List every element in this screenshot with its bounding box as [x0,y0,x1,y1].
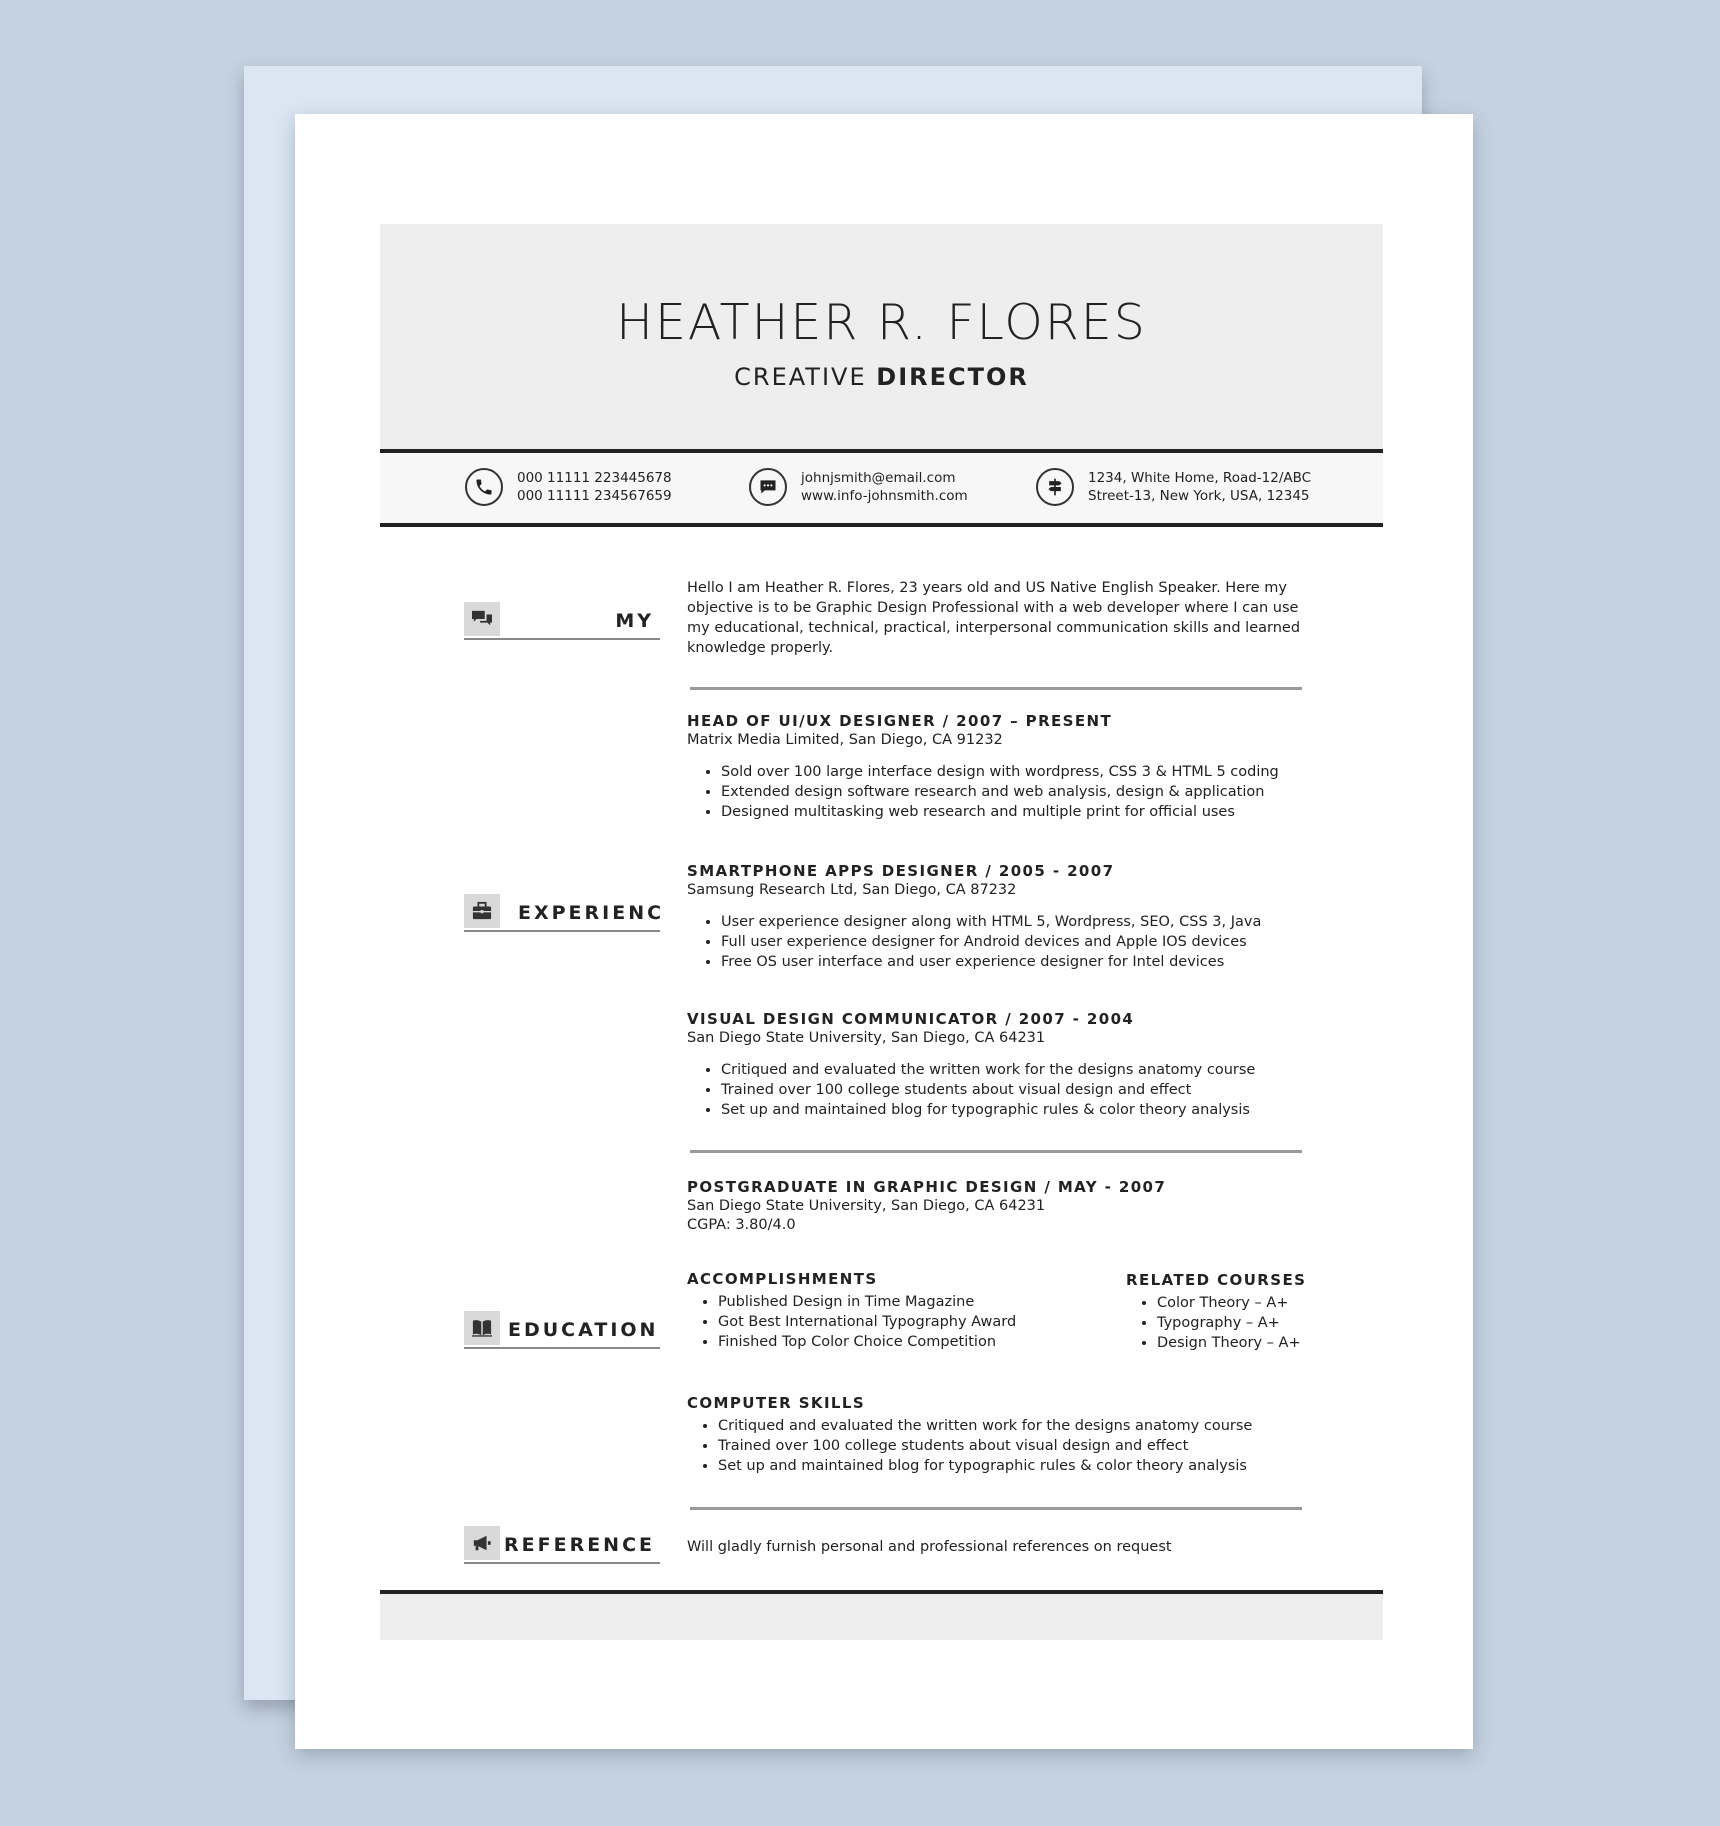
list-item: • Set up and maintained blog for typographic rules & color theory analysis [718,1456,1327,1476]
list-item: • User experience designer along with HTML 5, Wordpress, SEO, CSS 3, Java [721,912,1327,932]
divider [690,687,1302,690]
section-title-education: EDUCATION [508,1319,659,1341]
list-item: • Published Design in Time Magazine [718,1292,1087,1312]
email-line[interactable]: johnjsmith@email.com [801,470,956,486]
experience-item [687,711,1327,822]
experience-company: Samsung Research Ltd, San Diego, CA 87232 [687,882,1017,898]
job-title [380,365,1383,389]
list-item: • Color Theory – A+ [1157,1293,1326,1313]
section-title-objective: MY [615,610,654,632]
candidate-name: HEATHER R. FLORES [616,294,1147,351]
divider [690,1150,1302,1153]
related-courses-block [1126,1271,1326,1353]
list-item: • Designed multitasking web research and multiple print for official uses [721,802,1327,822]
list-item: • Design Theory – A+ [1157,1333,1326,1353]
objective-text: Hello I am Heather R. Flores, 23 years old and US Native English Speaker. Here my objective is to be Graphic Design Professional with a web developer where I can use my educational, technical, practical, interpersonal communication skills and learned knowledge properly. [687,580,1301,656]
list-item: • Typography – A+ [1157,1313,1326,1333]
contact-address [1036,468,1311,506]
section-title-reference: REFERENCE [504,1534,656,1556]
book-icon [464,1311,500,1345]
website-line[interactable]: www.info-johnsmith.com [801,488,968,504]
education-degree: POSTGRADUATE IN GRAPHIC DESIGN / MAY - 2007 [687,1178,1167,1196]
experience-item [687,861,1327,972]
contact-band [380,453,1383,527]
section-label-experience [464,894,665,932]
list-item: • Set up and maintained blog for typographic rules & color theory analysis [721,1100,1327,1120]
experience-item [687,1009,1327,1120]
phone-line-2: 000 11111 234567659 [517,488,672,504]
resume-page [295,114,1473,1749]
chat-bubble-icon [749,468,787,506]
list-item: • Trained over 100 college students about visual design and effect [721,1080,1327,1100]
experience-title: VISUAL DESIGN COMMUNICATOR / 2007 - 2004 [687,1010,1135,1028]
briefcase-icon [464,894,500,928]
list-item: • Critiqued and evaluated the written work for the designs anatomy course [721,1060,1327,1080]
reference-text: Will gladly furnish personal and professional references on request [687,1539,1172,1555]
section-title-experience: EXPERIENC [518,902,665,924]
list-item: • Critiqued and evaluated the written work for the designs anatomy course [718,1416,1327,1436]
list-item: • Free OS user interface and user experience designer for Intel devices [721,952,1327,972]
phone-line-1: 000 11111 223445678 [517,470,672,486]
accomplishments-block [687,1270,1087,1352]
megaphone-icon [464,1526,500,1560]
experience-title: SMARTPHONE APPS DESIGNER / 2005 - 2007 [687,862,1115,880]
computer-skills-block [687,1394,1327,1476]
education-cgpa: CGPA: 3.80/4.0 [687,1217,796,1233]
experience-bullets [687,1060,1327,1120]
experience-company: San Diego State University, San Diego, CA 64231 [687,1030,1046,1046]
header-band [380,224,1383,453]
experience-title: HEAD OF UI/UX DESIGNER / 2007 – PRESENT [687,712,1113,730]
job-title-light: CREATIVE [734,363,867,391]
address-line-2: Street-13, New York, USA, 12345 [1088,488,1310,504]
section-label-reference [464,1526,660,1564]
contact-email [749,468,968,506]
contact-phone [465,468,672,506]
list-item: • Extended design software research and web analysis, design & application [721,782,1327,802]
signpost-icon [1036,468,1074,506]
education-school: San Diego State University, San Diego, CA 64231 [687,1198,1046,1214]
section-label-education [464,1311,660,1349]
accomplishments-title: ACCOMPLISHMENTS [687,1270,878,1288]
education-degree-block [687,1177,1327,1235]
list-item: • Full user experience designer for Android devices and Apple IOS devices [721,932,1327,952]
address-line-1: 1234, White Home, Road-12/ABC [1088,470,1312,486]
experience-bullets [687,912,1327,972]
list-item: • Trained over 100 college students about visual design and effect [718,1436,1327,1456]
resume [380,224,1383,1640]
experience-company: Matrix Media Limited, San Diego, CA 91232 [687,732,1003,748]
list-item: • Finished Top Color Choice Competition [718,1332,1087,1352]
section-label-objective [464,602,660,640]
list-item: • Sold over 100 large interface design with wordpress, CSS 3 & HTML 5 coding [721,762,1327,782]
related-courses-list [1126,1293,1326,1353]
chat-bubbles-icon [464,602,500,636]
computer-skills-list [687,1416,1327,1476]
list-item: • Got Best International Typography Award [718,1312,1087,1332]
footer-band [380,1590,1383,1640]
divider [690,1507,1302,1510]
accomplishments-list [687,1292,1087,1352]
computer-skills-title: COMPUTER SKILLS [687,1394,866,1412]
job-title-bold: DIRECTOR [876,363,1029,391]
related-courses-title: RELATED COURSES [1126,1271,1307,1289]
phone-icon [465,468,503,506]
experience-bullets [687,762,1327,822]
